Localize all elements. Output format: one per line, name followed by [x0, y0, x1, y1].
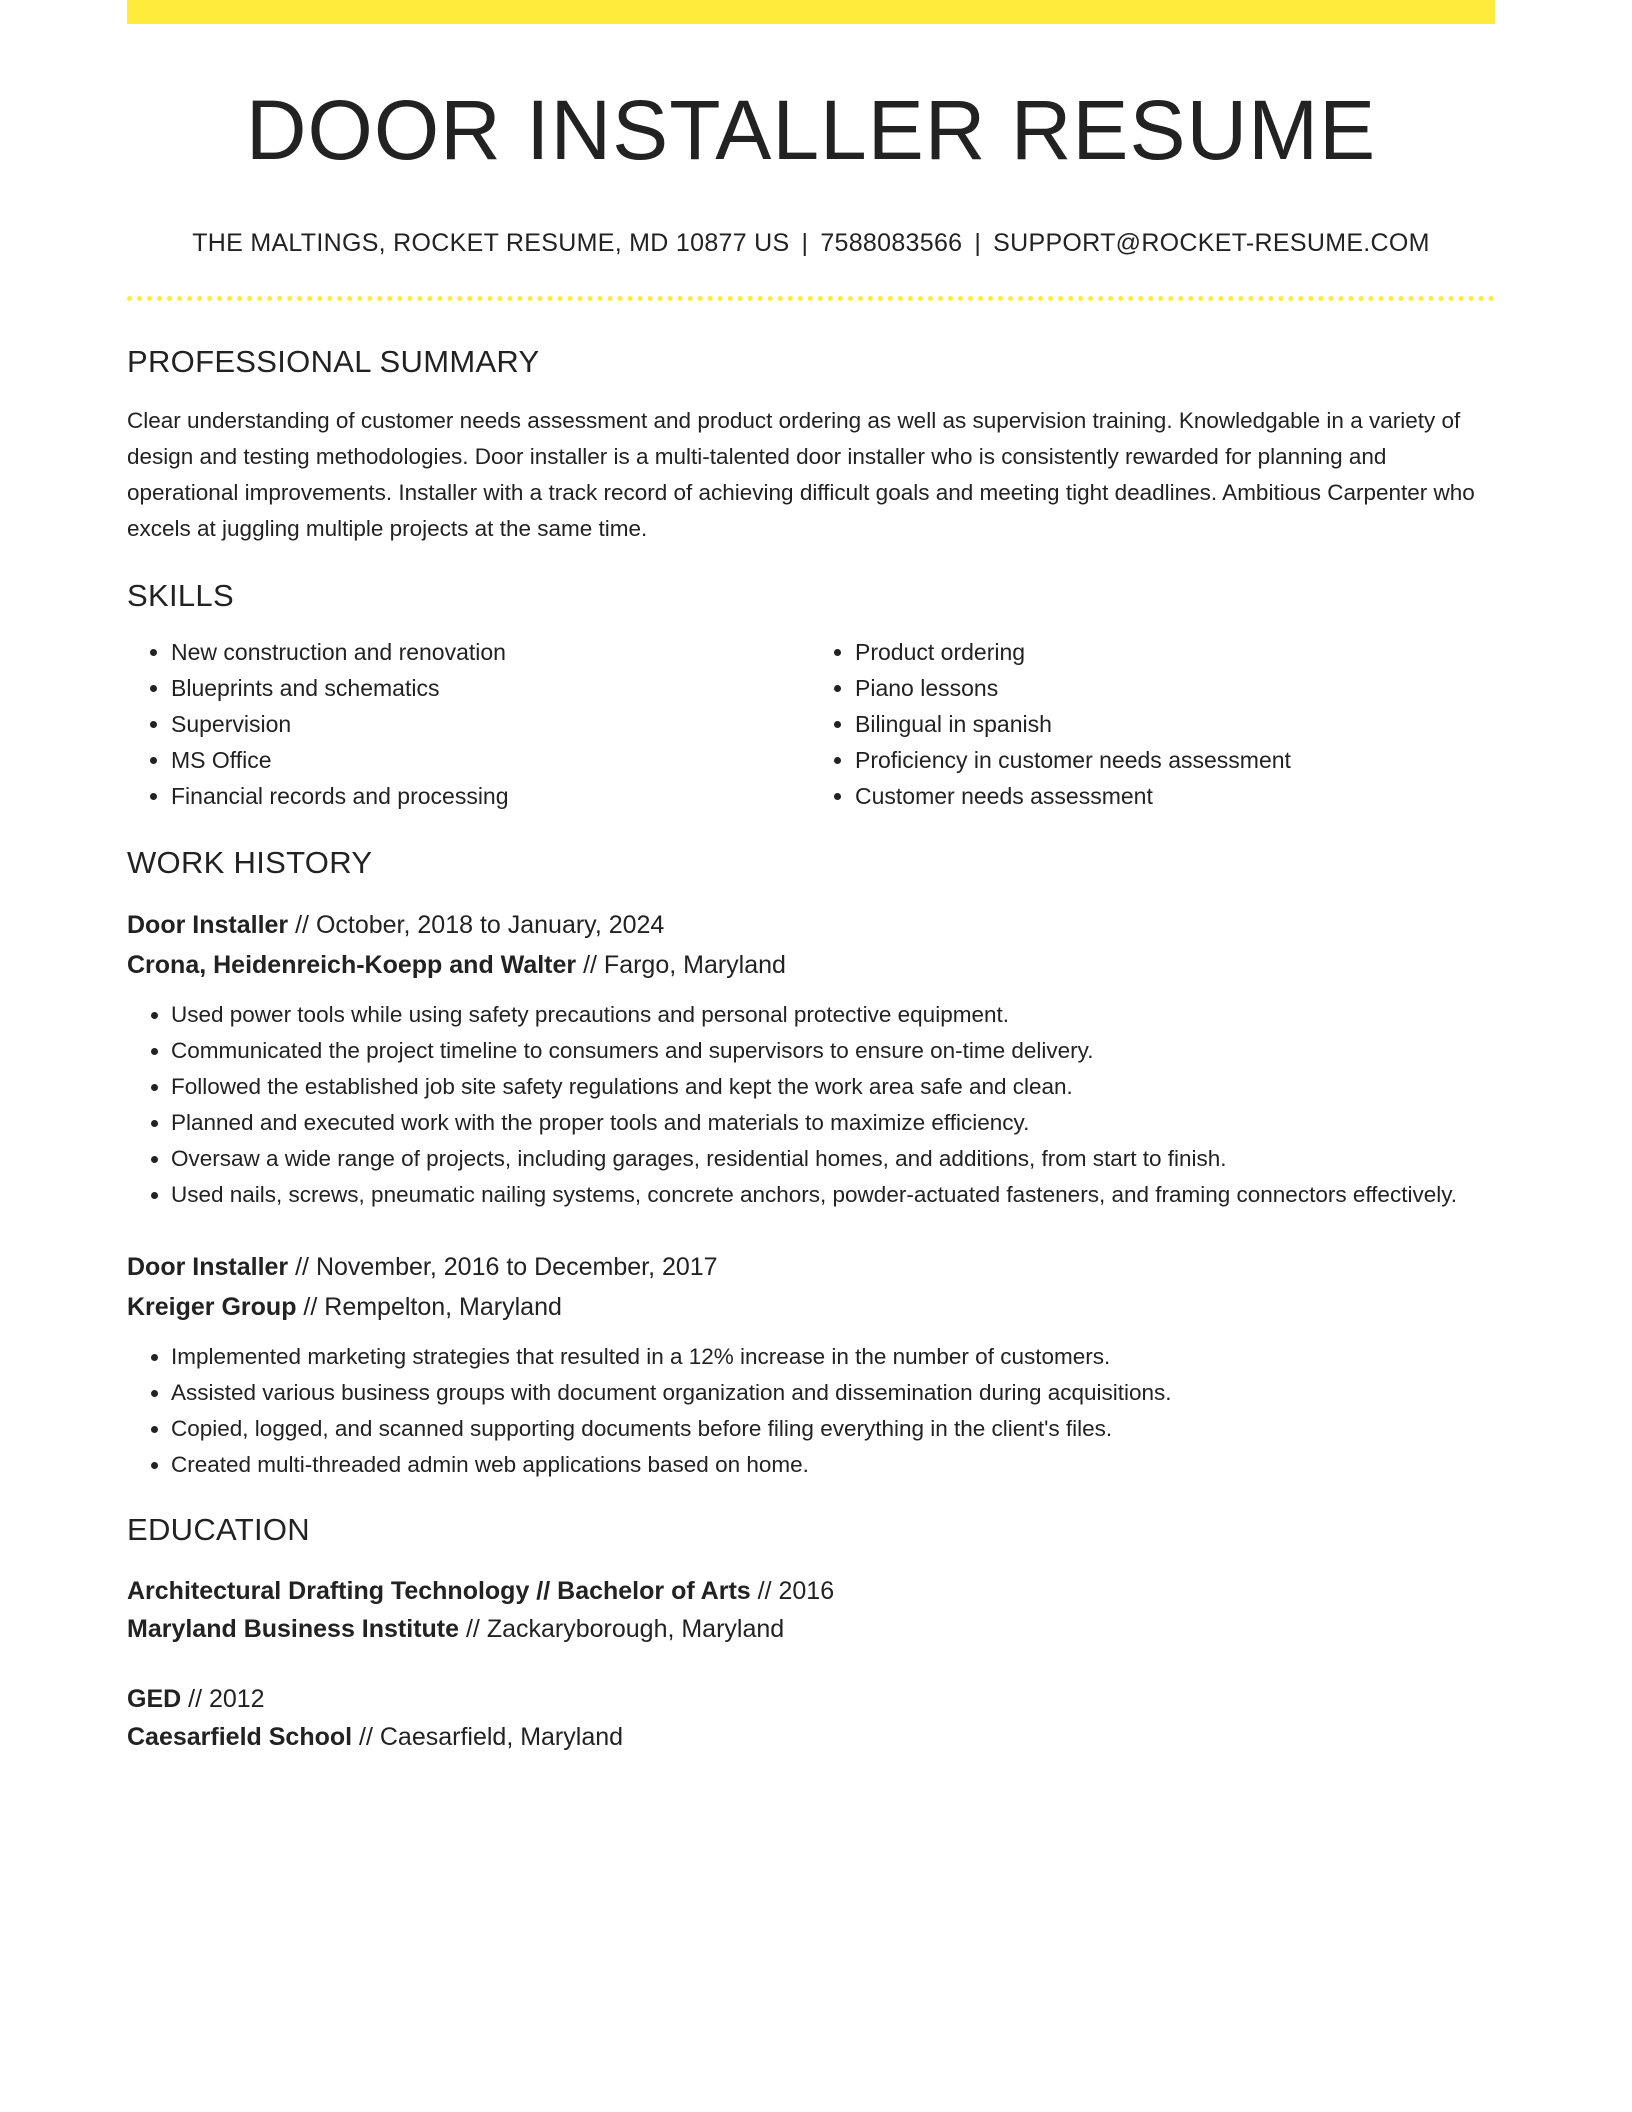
job-company: Crona, Heidenreich-Koepp and Walter	[127, 950, 577, 979]
education-school: Maryland Business Institute	[127, 1615, 460, 1644]
job-role-line	[127, 1247, 1495, 1287]
skills-column-right	[811, 634, 1495, 814]
education-degree: Architectural Drafting Technology // Bachelor of Arts	[127, 1577, 751, 1606]
job-bullet: • Used power tools while using safety precautions and personal protective equipment.	[171, 997, 1495, 1033]
job-role-line	[127, 905, 1495, 945]
job-bullet: • Assisted various business groups with document organization and dissemination during acquisitions.	[171, 1375, 1495, 1411]
job-bullet: • Oversaw a wide range of projects, including garages, residential homes, and additions, from start to finish.	[171, 1141, 1495, 1177]
job-location: // Fargo, Maryland	[576, 950, 786, 979]
education-degree-line	[127, 1572, 1495, 1610]
skill-item: • Customer needs assessment	[855, 778, 1495, 814]
job-bullet: • Implemented marketing strategies that resulted in a 12% increase in the number of customers.	[171, 1339, 1495, 1375]
skills-column-left	[127, 634, 811, 814]
job-bullet: • Communicated the project timeline to consumers and supervisors to ensure on-time delivery.	[171, 1033, 1495, 1069]
education-degree: GED	[127, 1685, 182, 1714]
job-bullet: • Followed the established job site safety regulations and kept the work area safe and clean.	[171, 1069, 1495, 1105]
job-bullet: • Used nails, screws, pneumatic nailing systems, concrete anchors, powder-actuated fasteners, and framing connectors effectively.	[171, 1177, 1495, 1213]
job-role: Door Installer	[127, 910, 289, 939]
skill-item: • Product ordering	[855, 634, 1495, 670]
education-entry	[127, 1572, 1495, 1648]
education-school-line	[127, 1610, 1495, 1648]
job-company-line	[127, 1287, 1495, 1327]
skill-item: • Bilingual in spanish	[855, 706, 1495, 742]
job-dates: // November, 2016 to December, 2017	[288, 1252, 718, 1281]
accent-bar	[127, 0, 1495, 24]
education-year: // 2012	[181, 1685, 265, 1714]
education-heading: EDUCATION	[127, 1511, 310, 1547]
skill-item: • Piano lessons	[855, 670, 1495, 706]
contact-separator: |	[974, 229, 982, 258]
contact-address: THE MALTINGS, ROCKET RESUME, MD 10877 US	[192, 229, 790, 258]
skill-item: • New construction and renovation	[171, 634, 811, 670]
skill-item: • Blueprints and schematics	[171, 670, 811, 706]
education-school-line	[127, 1718, 1495, 1756]
contact-email: SUPPORT@ROCKET-RESUME.COM	[993, 229, 1430, 258]
job-bullet: • Planned and executed work with the proper tools and materials to maximize efficiency.	[171, 1105, 1495, 1141]
job-company: Kreiger Group	[127, 1292, 297, 1321]
work-history-heading: WORK HISTORY	[127, 844, 373, 880]
job-bullet: • Created multi-threaded admin web applications based on home.	[171, 1447, 1495, 1483]
skill-item: • Supervision	[171, 706, 811, 742]
skill-item: • Proficiency in customer needs assessment	[855, 742, 1495, 778]
job-entry	[127, 1247, 1495, 1483]
contact-separator: |	[801, 229, 809, 258]
job-bullet: • Copied, logged, and scanned supporting documents before filing everything in the client's files.	[171, 1411, 1495, 1447]
contact-line	[127, 228, 1495, 258]
job-dates: // October, 2018 to January, 2024	[288, 910, 665, 939]
education-year: // 2016	[750, 1577, 835, 1606]
education-school: Caesarfield School	[127, 1723, 353, 1752]
resume-page	[127, 0, 1495, 1756]
education-entry	[127, 1680, 1495, 1756]
skill-item: • MS Office	[171, 742, 811, 778]
summary-heading: PROFESSIONAL SUMMARY	[127, 344, 540, 380]
summary-text: Clear understanding of customer needs assessment and product ordering as well as supervision training. Knowledgable in a variety of design and testing methodologies. Door installer is a multi-talented door installer who is consistently rewarded for planning and operational improvements. Installer with a track record of achieving difficult goals and meeting tight deadlines. Ambitious Carpenter who excels at juggling multiple projects at the same time.	[127, 407, 1475, 541]
education-location: // Caesarfield, Maryland	[352, 1723, 624, 1752]
education-location: // Zackaryborough, Maryland	[459, 1615, 785, 1644]
job-entry	[127, 905, 1495, 1213]
skills-heading: SKILLS	[127, 577, 234, 613]
resume-title: DOOR INSTALLER RESUME	[245, 83, 1377, 177]
skill-item: • Financial records and processing	[171, 778, 811, 814]
skills-list	[127, 634, 1495, 814]
contact-phone: 7588083566	[820, 229, 963, 258]
education-degree-line	[127, 1680, 1495, 1718]
dotted-divider	[127, 296, 1495, 301]
job-location: // Rempelton, Maryland	[296, 1292, 562, 1321]
job-role: Door Installer	[127, 1252, 289, 1281]
job-bullets	[127, 1339, 1495, 1483]
job-company-line	[127, 945, 1495, 985]
job-bullets	[127, 997, 1495, 1213]
